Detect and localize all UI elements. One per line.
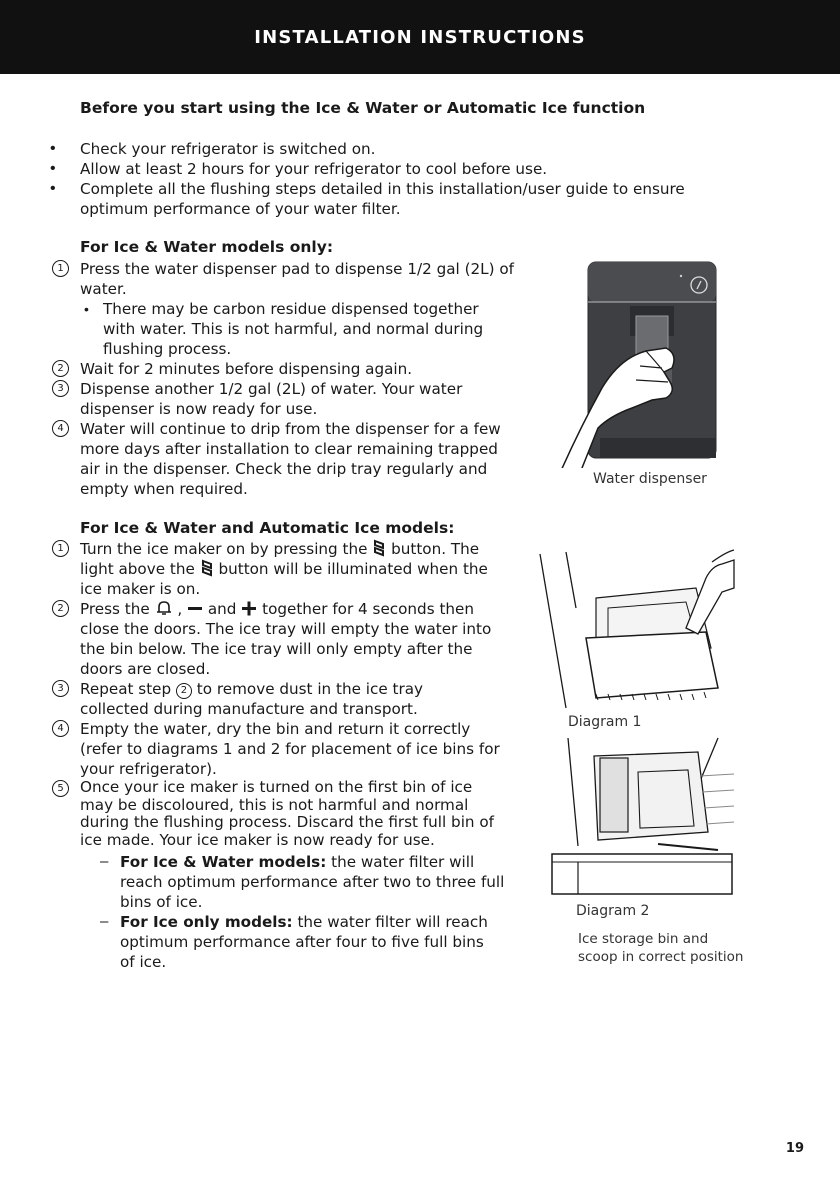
bell-icon	[155, 599, 173, 617]
diagram-1-caption: Diagram 1	[568, 714, 642, 730]
step-number: 2	[52, 600, 69, 617]
page-number: 19	[785, 1141, 804, 1156]
water-step: Dispense another 1/2 gal (2L) of water. Your water dispenser is now ready for use.	[80, 380, 463, 418]
step-number: 5	[52, 780, 69, 797]
step-reference: 2	[176, 683, 192, 699]
step-number: 1	[52, 260, 69, 277]
diagram-2-illustration	[548, 736, 734, 898]
intro-heading: Before you start using the Ice & Water or Automatic Ice function	[80, 99, 646, 117]
water-step: Press the water dispenser pad to dispense 1/2 gal (2L) of water.	[80, 260, 515, 298]
ice-bin-caption: Ice storage bin and	[578, 931, 709, 947]
intro-bullet: Check your refrigerator is switched on.	[80, 140, 376, 158]
diagram-2-caption: Diagram 2	[576, 903, 650, 919]
dash-marker: –	[100, 853, 109, 870]
step-number: 4	[52, 720, 69, 737]
bullet-dot: •	[50, 160, 56, 177]
minus-icon	[187, 599, 203, 617]
ice-step-1	[80, 539, 500, 599]
ice-step-1-text: button. The light above the	[80, 540, 480, 578]
step-number: 3	[52, 380, 69, 397]
ice-step-4: Empty the water, dry the bin and return it correctly (refer to diagrams 1 and 2 for placement of ice bins for your refrigerator).	[80, 720, 500, 778]
step-number: 4	[52, 420, 69, 437]
page-header	[0, 0, 840, 74]
ice-cube-icon	[372, 539, 386, 557]
ice-step-3-text: to remove dust in the ice tray collected during manufacture and transport.	[80, 680, 423, 718]
ice-step-2-text: Press the	[80, 600, 150, 618]
water-step: Water will continue to drip from the dispenser for a few more days after installation to clear remaining trapped air in the dispenser. Check the drip tray regularly and empty when required.	[80, 420, 501, 498]
bullet-dot: •	[50, 180, 56, 197]
ice-step-2-text: together for 4 seconds then close the doors. The ice tray will empty the water into the bin below. The ice tray will only empty after the doors are closed.	[80, 600, 492, 678]
ice-only-note	[120, 912, 500, 972]
water-step-note: There may be carbon residue dispensed together with water. This is not harmful, and normal during flushing process.	[103, 300, 484, 358]
ice-cube-icon	[200, 559, 214, 577]
ice-step-1-text: button will be illuminated when the ice maker is on.	[80, 560, 488, 598]
water-step: Wait for 2 minutes before dispensing again.	[80, 360, 413, 378]
ice-step-5: Once your ice maker is turned on the first bin of ice may be discoloured, this is not harmful and normal during the flushing process. Discard the first full bin of ice made. Your ice maker is now ready for use.	[80, 778, 495, 849]
ice-step-3	[80, 679, 490, 719]
note-text: the water filter will reach optimum performance after two to three full bins of ice.	[120, 853, 505, 911]
water-models-heading: For Ice & Water models only:	[80, 238, 334, 256]
dash-marker: –	[100, 913, 109, 930]
ice-step-3-text: Repeat step	[80, 680, 172, 698]
ice-water-note	[120, 852, 505, 912]
step-number: 1	[52, 540, 69, 557]
ice-models-heading: For Ice & Water and Automatic Ice models:	[80, 519, 455, 537]
bullet-dot: •	[50, 140, 56, 157]
water-dispenser-illustration	[540, 258, 720, 468]
plus-icon	[241, 599, 257, 617]
ice-step-1-text: Turn the ice maker on by pressing the	[80, 540, 368, 558]
intro-bullet: Allow at least 2 hours for your refrigerator to cool before use.	[80, 160, 548, 178]
sub-bullet-dot: •	[84, 301, 89, 317]
ice-step-2-text: and	[207, 600, 237, 618]
ice-step-2-text: ,	[177, 600, 183, 618]
note-text: the water filter will reach optimum performance after four to five full bins of ice.	[120, 913, 488, 971]
ice-step-2	[80, 599, 510, 679]
water-dispenser-caption: Water dispenser	[593, 471, 707, 487]
diagram-1-illustration	[536, 548, 736, 716]
note-label: For Ice & Water models:	[120, 853, 327, 871]
step-number: 2	[52, 360, 69, 377]
step-number: 3	[52, 680, 69, 697]
ice-bin-caption: scoop in correct position	[578, 949, 744, 965]
intro-bullet: Complete all the flushing steps detailed in this installation/user guide to ensure optimum performance of your water filter.	[80, 180, 685, 218]
note-label: For Ice only models:	[120, 913, 293, 931]
page-title: INSTALLATION INSTRUCTIONS	[254, 26, 586, 48]
